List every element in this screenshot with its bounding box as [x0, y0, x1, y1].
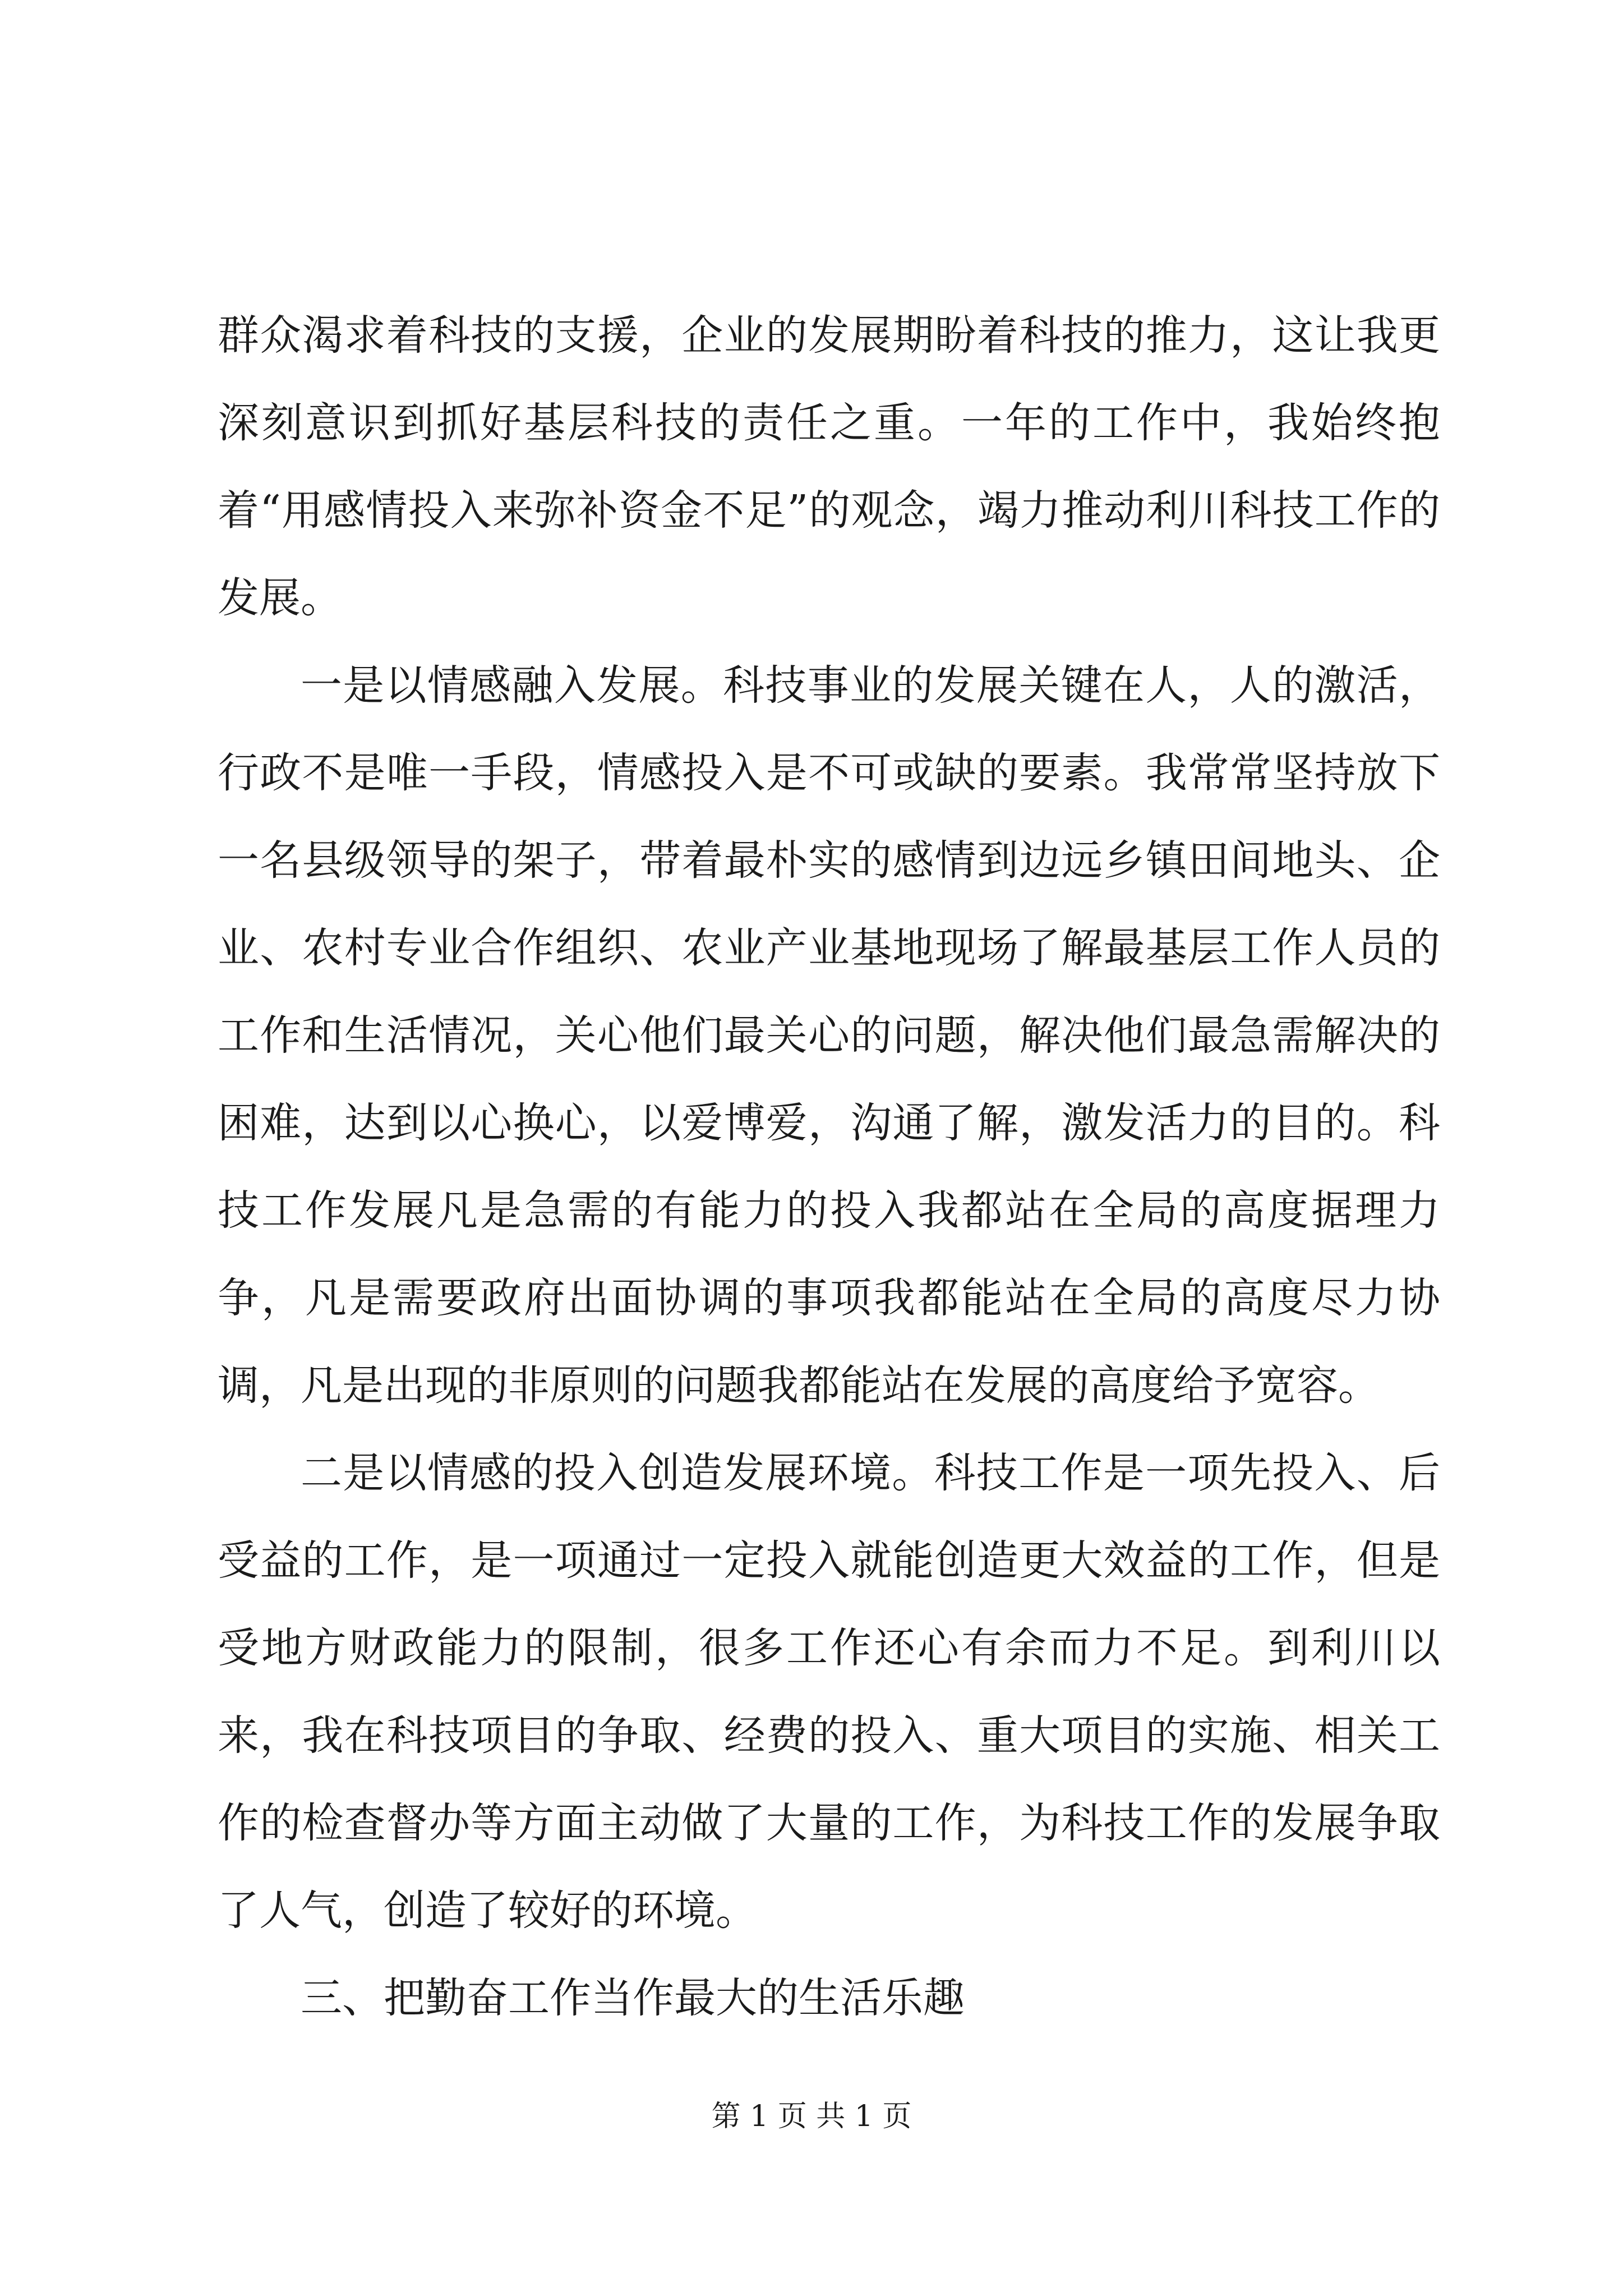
paragraph-continuation: 群众渴求着科技的支援，企业的发展期盼着科技的推力，这让我更深刻意识到抓好基层科技的责任之重。一年的工作中，我始终抱着“用感情投入来弥补资金不足”的观念，竭力推动利川科技工作的发展。 [218, 311, 1440, 622]
document-body [218, 292, 1440, 2042]
page-number-footer: 第 1 页 共 1 页 [711, 2100, 912, 2133]
paragraph-emotional-integration: 一是以情感融入发展。科技事业的发展关键在人，人的激活，行政不是唯一手段，情感投入是不可或缺的要素。我常常坚持放下一名县级领导的架子，带着最朴实的感情到边远乡镇田间地头、企业、农村专业合作组织、农业产业基地现场了解最基层工作人员的工作和生活情况，关心他们最关心的问题，解决他们最急需解决的困难，达到以心换心，以爱博爱，沟通了解，激发活力的目的。科技工作发展凡是急需的有能力的投入我都站在全局的高度据理力争，凡是需要政府出面协调的事项我都能站在全局的高度尽力协调，凡是出现的非原则的问题我都能站在发展的高度给予宽容。 [218, 661, 1440, 1410]
section-heading-diligent-work: 三、把勤奋工作当作最大的生活乐趣 [301, 1974, 965, 2022]
paragraph-development-environment: 二是以情感的投入创造发展环境。科技工作是一项先投入、后受益的工作，是一项通过一定投入就能创造更大效益的工作，但是受地方财政能力的限制，很多工作还心有余而力不足。到利川以来，我在科技项目的争取、经费的投入、重大项目的实施、相关工作的检查督办等方面主动做了大量的工作，为科技工作的发展争取了人气，创造了较好的环境。 [218, 1449, 1440, 1935]
